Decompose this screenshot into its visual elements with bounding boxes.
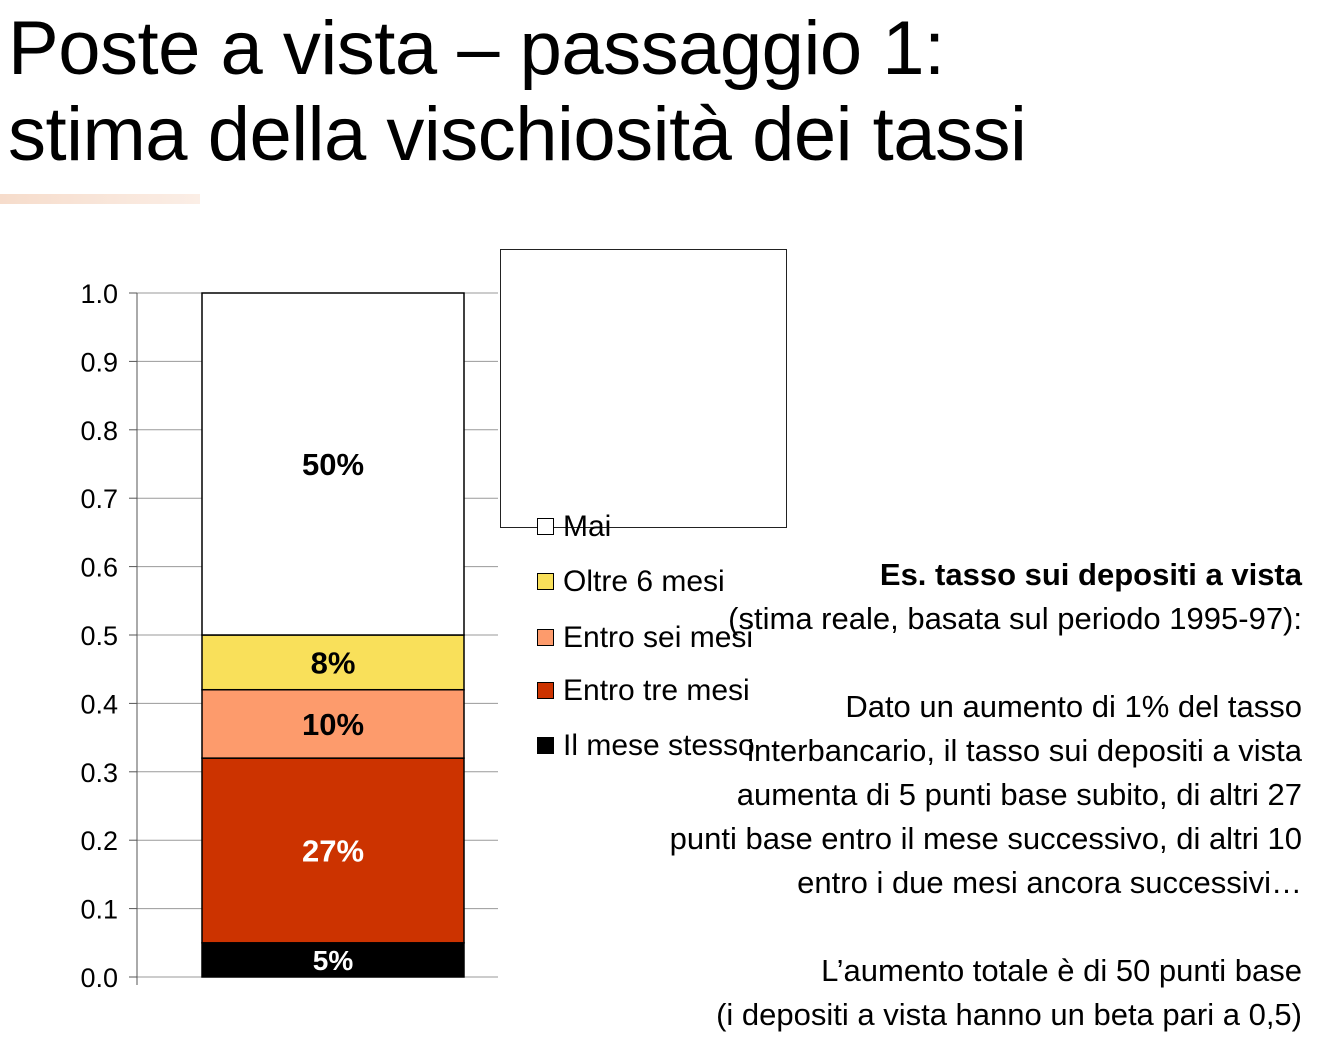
y-tick-label: 0.3	[80, 757, 118, 788]
note-heading: Es. tasso sui depositi a vista	[879, 557, 1302, 592]
note-body-line: punti base entro il mese successivo, di altri 10	[669, 821, 1302, 856]
legend-label-entro-sei-mesi: Entro sei mesi	[563, 621, 754, 654]
explanation-text	[522, 553, 1302, 1037]
bar-layer	[202, 293, 464, 977]
y-tick-label: 0.4	[80, 689, 118, 720]
y-tick-label: 0.2	[80, 826, 118, 857]
y-tick-label: 0.1	[80, 894, 118, 925]
y-tick-label: 0.0	[80, 963, 118, 993]
legend-label-oltre-6-mesi: Oltre 6 mesi	[563, 565, 725, 598]
y-tick-label: 0.6	[80, 552, 118, 583]
legend-label-entro-tre-mesi: Entro tre mesi	[563, 674, 750, 707]
spacer	[522, 905, 1302, 949]
slide-title-line-2: stima della vischiosità dei tassi	[8, 92, 1027, 177]
note-body-line: aumenta di 5 punti base subito, di altri 27	[736, 777, 1302, 812]
y-tick-label: 1.0	[80, 279, 118, 309]
note-conclusion-line: L’aumento totale è di 50 punti base	[821, 953, 1302, 988]
legend-label-mai: Mai	[563, 510, 612, 543]
note-subheading: (stima reale, basata sul periodo 1995-97):	[728, 601, 1302, 636]
slide-title-line-1: Poste a vista – passaggio 1:	[8, 6, 945, 91]
legend-item-mai	[537, 511, 611, 543]
note-body-line: Dato un aumento di 1% del tasso	[845, 689, 1302, 724]
y-axis	[80, 279, 137, 993]
data-label-mai: 50%	[301, 447, 365, 483]
note-body-line: interbancario, il tasso sui depositi a vista	[747, 733, 1302, 768]
legend-label-il-mese-stesso: Il mese stesso	[563, 729, 755, 762]
chart-legend	[500, 249, 787, 762]
spacer	[522, 641, 1302, 685]
note-conclusion-line: (i depositi a vista hanno un beta pari a 0,5)	[716, 997, 1302, 1032]
y-tick-label: 0.7	[80, 484, 118, 515]
y-tick-label: 0.5	[80, 621, 118, 651]
data-label-il-mese-stesso: 5%	[312, 944, 354, 976]
y-tick-label: 0.9	[80, 347, 118, 378]
data-label-entro-sei-mesi: 10%	[301, 707, 365, 743]
legend-swatch-mai	[537, 518, 554, 535]
y-tick-label: 0.8	[80, 415, 118, 446]
data-label-entro-tre-mesi: 27%	[301, 833, 365, 869]
note-body-line: entro i due mesi ancora successivi…	[797, 865, 1302, 900]
data-label-oltre-6-mesi: 8%	[310, 645, 356, 681]
